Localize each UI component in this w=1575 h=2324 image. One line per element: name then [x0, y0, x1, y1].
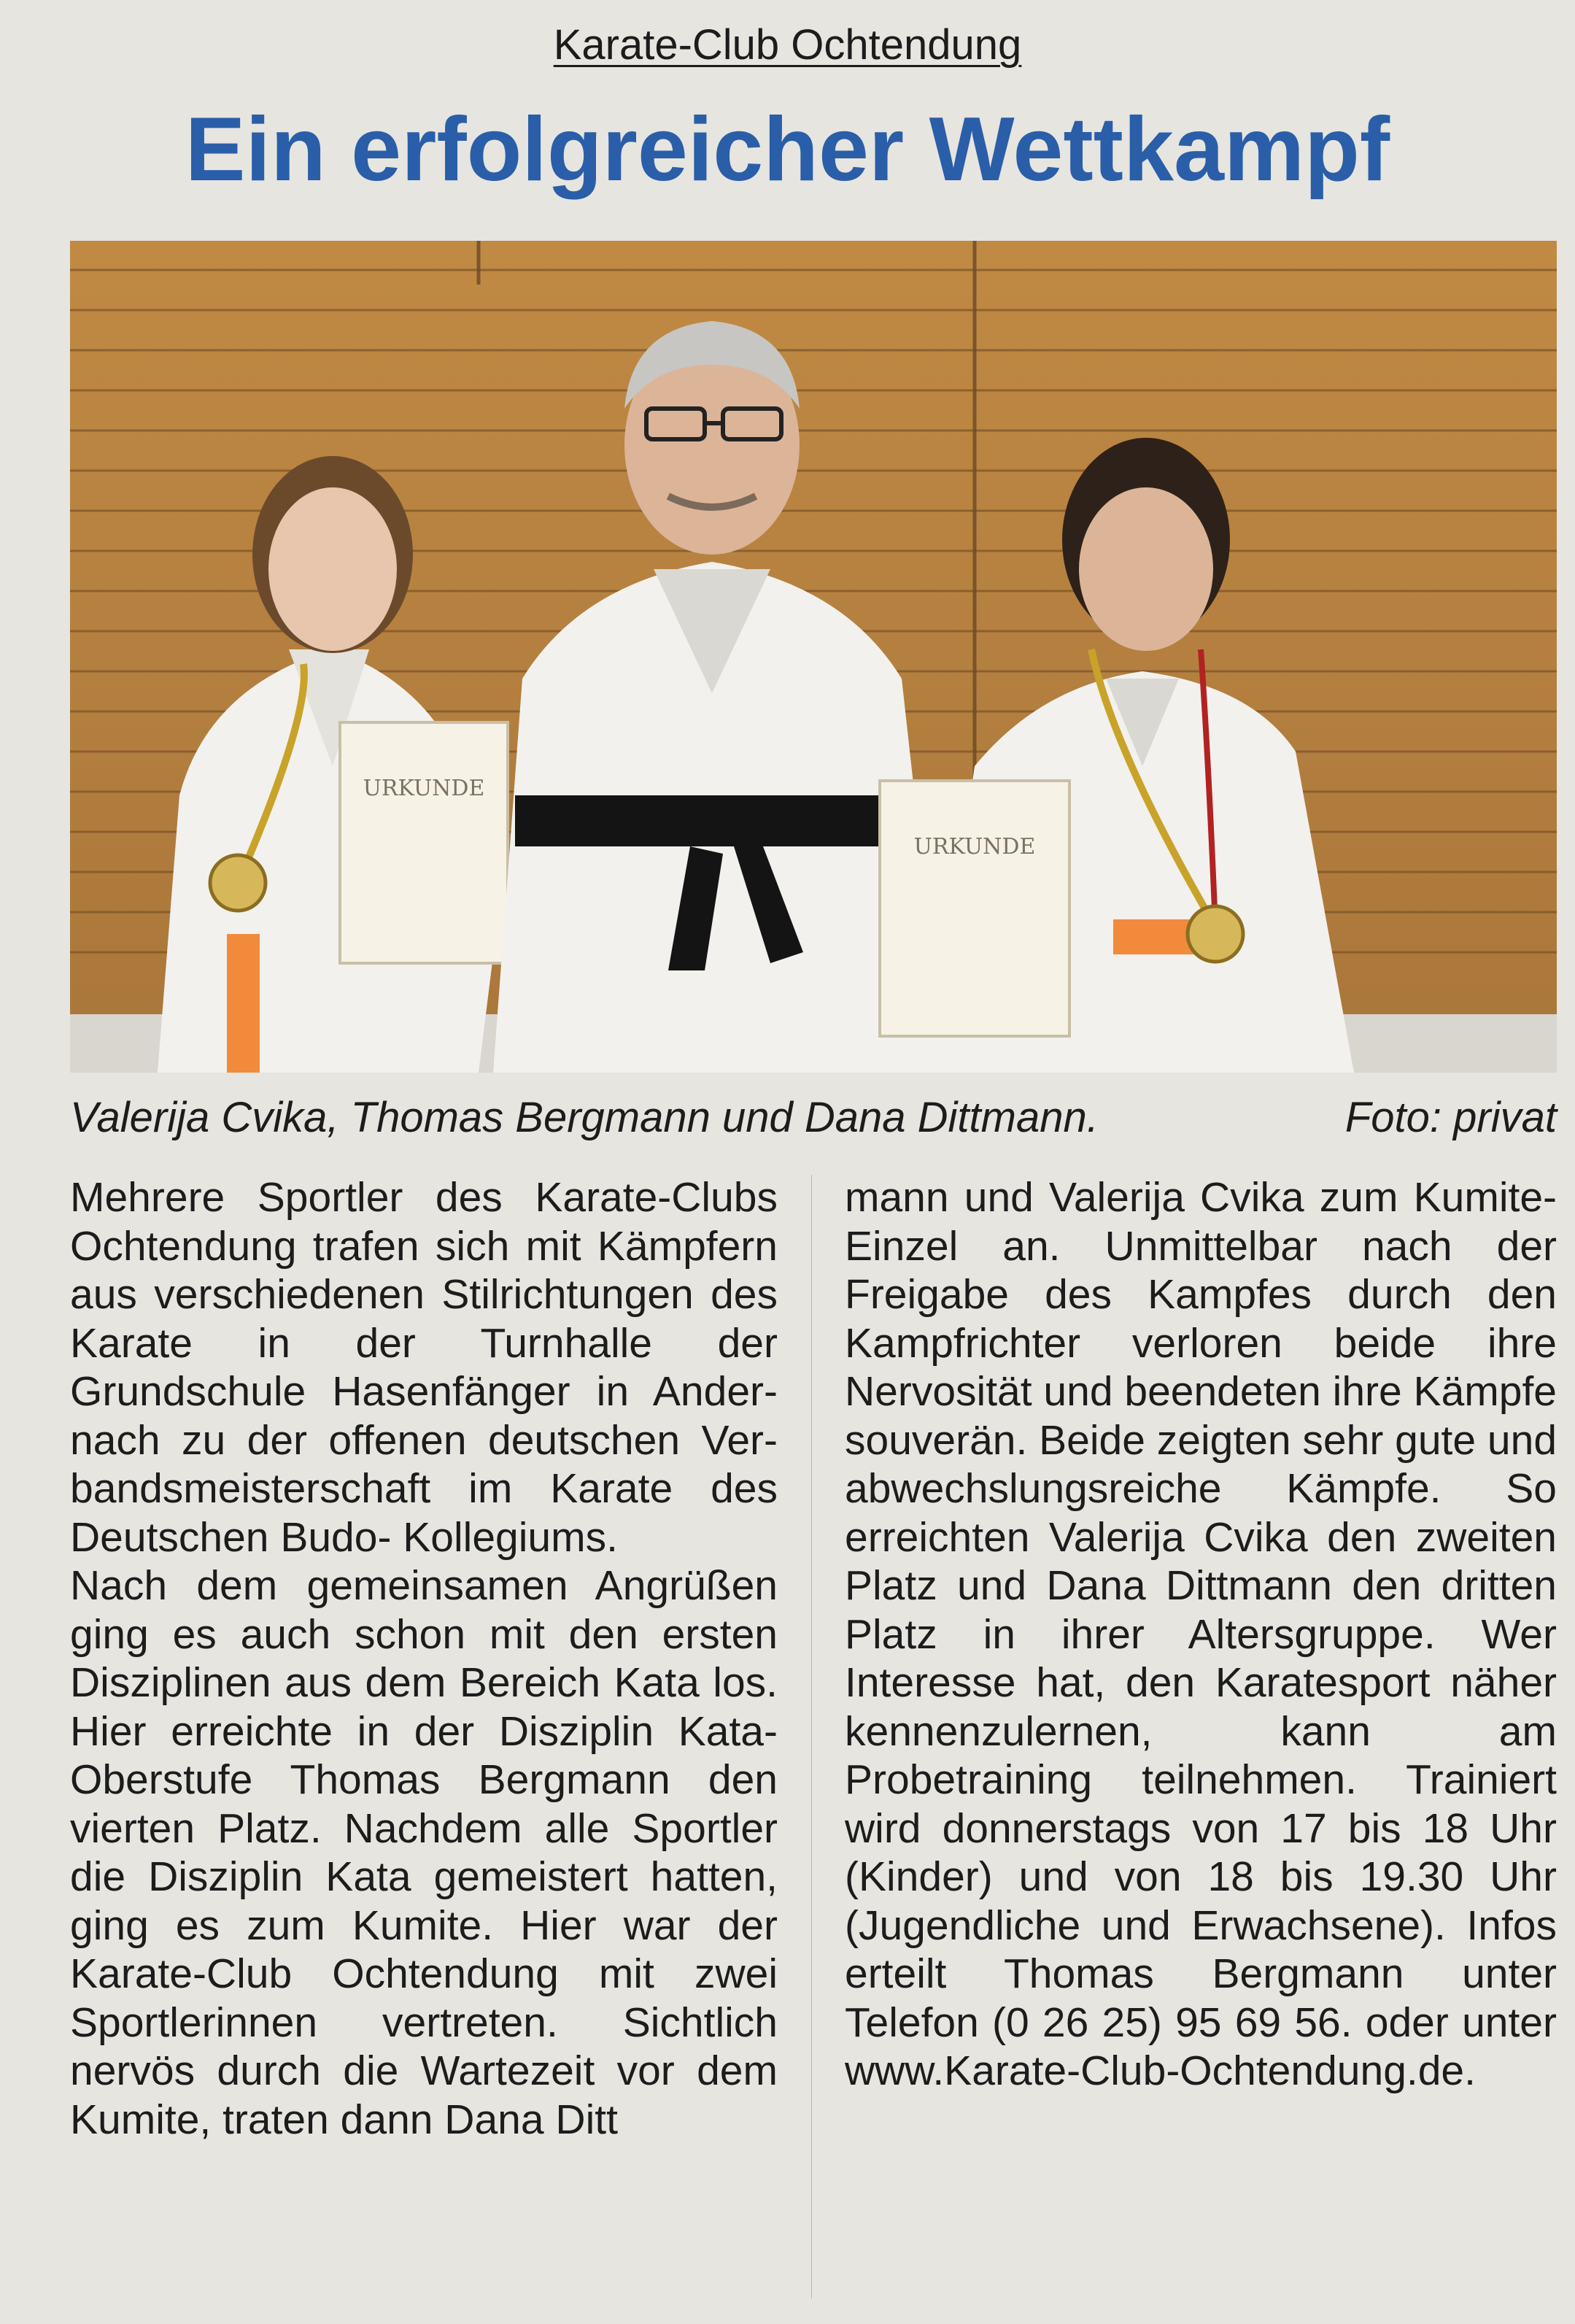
article-column-left	[70, 1173, 778, 2144]
article-column-right	[845, 1173, 1557, 2096]
photo-caption	[70, 1089, 1557, 1147]
group-photo-icon	[70, 241, 1557, 1073]
article-paragraph: Mehrere Sportler des Karate-Clubs Ochtendung trafen sich mit Kämpfern aus verschiedenen Stilrichtungen des Karate in der Turnhalle der Grundschule Hasenfänger in Andernach zu der offenen deutschen Verbandsmeisterschaft im Karate des Deutschen Budo- Kollegiums.	[70, 1174, 778, 1561]
kicker-text: Karate-Club Ochtendung	[553, 21, 1022, 69]
svg-text:URKUNDE: URKUNDE	[913, 834, 1036, 860]
headline: Ein erfolgreicher Wettkampf	[185, 99, 1390, 200]
section-kicker	[0, 19, 1575, 72]
group-photo	[70, 241, 1557, 1073]
article-paragraph: mann und Valerija Cvika zum Kumite-Einzel an. Unmittelbar nach der Freigabe des Kampfes durch den Kampfrichter verloren beide ihre Nervosität und beendeten ihre Kämpfe souverän. Beide zeigten sehr gute und abwechslungsreiche Kämpfe. So erreichten Valerija Cvika den zweiten Platz und Dana Dittmann den dritten Platz in ihrer Altersgruppe. Wer Interesse hat, den Karatesport näher kennenzulernen, kann am Probetraining teilnehmen. Trainiert wird donnerstags von 17 bis 18 Uhr (Kinder) und von 18 bis 19.30 Uhr (Jugendliche und Erwachsene). Infos erteilt Thomas Bergmann unter Telefon (0 26 25) 95 69 56. oder unter www.Karate-Club-Ochtendung.de.	[845, 1174, 1557, 2094]
article-paragraph: Nach dem gemeinsamen Angrüßen ging es auch schon mit den ersten Disziplinen aus dem Bereich Kata los. Hier erreichte in der Disziplin Kata-Oberstufe Thomas Bergmann den vierten Platz. Nachdem alle Sportler die Disziplin Kata gemeistert hatten, ging es zum Kumite. Hier war der Karate-Club Ochtendung mit zwei Sportlerinnen vertreten. Sichtlich nervös durch die Wartezeit vor dem Kumite, traten dann Dana Ditt	[70, 1562, 778, 2143]
column-divider	[811, 1175, 812, 2298]
photo-credit: Foto: privat	[1344, 1094, 1557, 1141]
caption-text: Valerija Cvika, Thomas Bergmann und Dana Dittmann.	[70, 1094, 1099, 1141]
svg-text:URKUNDE: URKUNDE	[363, 776, 485, 801]
